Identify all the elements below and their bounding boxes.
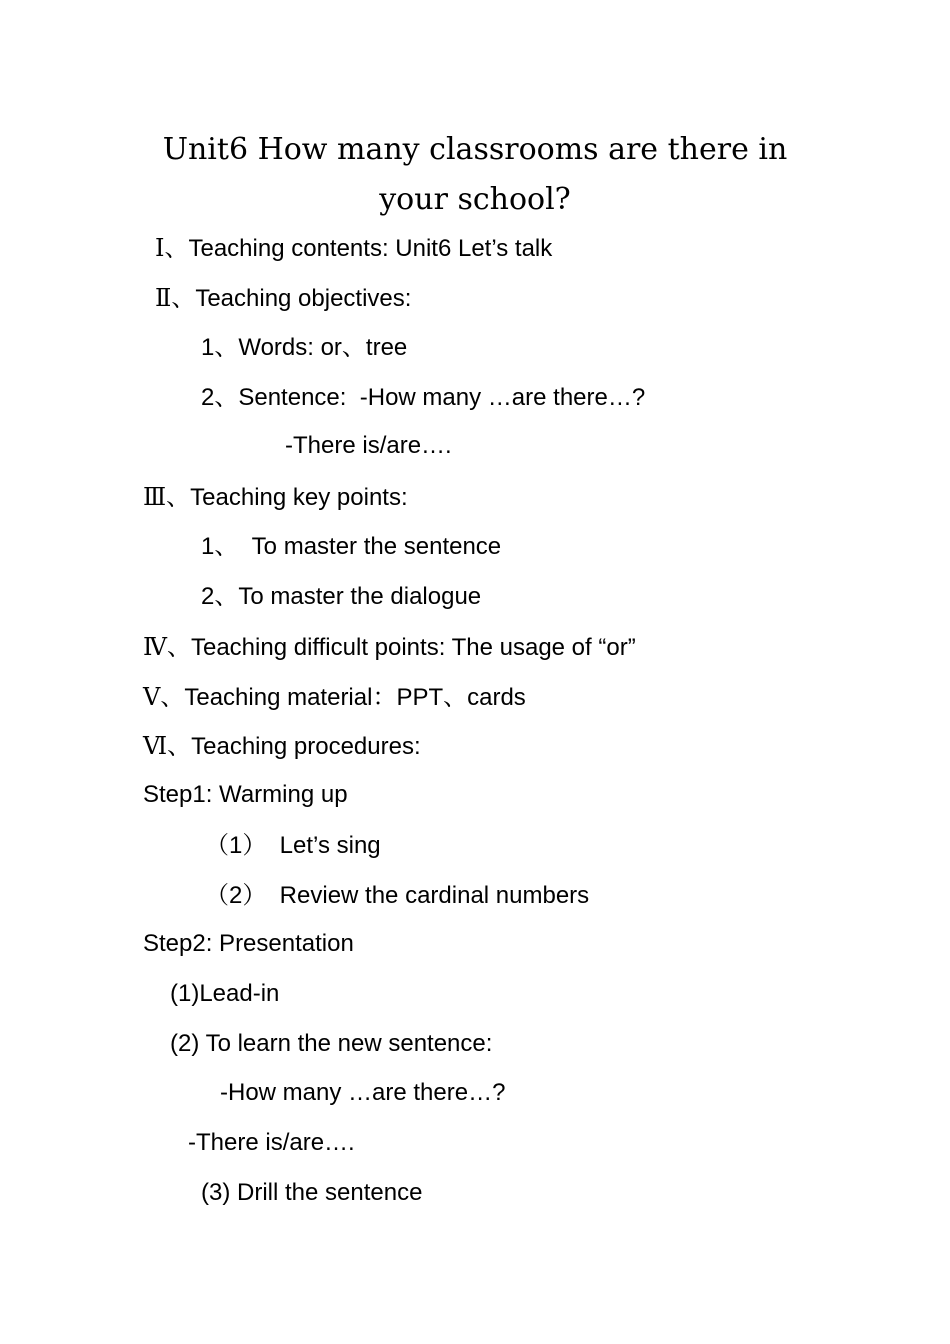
section-text: Teaching objectives: — [195, 285, 412, 312]
section-teaching-contents — [155, 233, 552, 264]
step1-item-2: （2） Review the cardinal numbers — [205, 882, 590, 909]
section-teaching-objectives — [155, 283, 411, 314]
step2-item-1: (1)Lead-in — [170, 980, 280, 1007]
step1-heading: Step1: Warming up — [143, 781, 348, 808]
objective-item-sentence-answer: -There is/are…. — [285, 432, 452, 459]
section-teaching-difficult-points — [143, 632, 636, 663]
section-text: Teaching contents: Unit6 Let’s talk — [188, 235, 553, 262]
section-teaching-procedures — [143, 731, 421, 762]
objective-item-words: 1、Words: or、tree — [201, 334, 408, 361]
section-marker: Ⅴ、 — [143, 683, 185, 711]
key-point-item-2: 2、To master the dialogue — [201, 583, 482, 610]
document-title — [0, 125, 950, 225]
step2-question: -How many …are there…? — [220, 1079, 506, 1106]
key-point-item-1: 1、 To master the sentence — [201, 533, 502, 560]
section-marker: Ⅵ、 — [143, 732, 192, 760]
section-marker: Ⅰ、 — [155, 234, 189, 262]
step2-item-2: (2) To learn the new sentence: — [170, 1030, 493, 1057]
title-line-1: Unit6 How many classrooms are there in — [162, 132, 788, 167]
section-teaching-material — [143, 682, 526, 713]
section-text: Teaching key points: — [190, 484, 408, 511]
step2-item-3: (3) Drill the sentence — [201, 1179, 423, 1206]
step2-answer: -There is/are…. — [188, 1129, 355, 1156]
section-marker: Ⅲ、 — [143, 483, 191, 511]
section-teaching-key-points — [143, 482, 408, 513]
section-marker: Ⅱ、 — [155, 284, 196, 312]
section-text: Teaching difficult points: The usage of “or” — [190, 634, 636, 661]
step2-heading: Step2: Presentation — [143, 930, 354, 957]
step1-item-1: （1） Let’s sing — [205, 832, 381, 859]
section-text: Teaching procedures: — [191, 733, 421, 760]
objective-item-sentence: 2、Sentence: -How many …are there…? — [201, 384, 646, 411]
section-text: Teaching material：PPT、cards — [184, 684, 526, 711]
title-line-2: your school? — [379, 182, 571, 217]
section-marker: Ⅳ、 — [143, 633, 191, 661]
